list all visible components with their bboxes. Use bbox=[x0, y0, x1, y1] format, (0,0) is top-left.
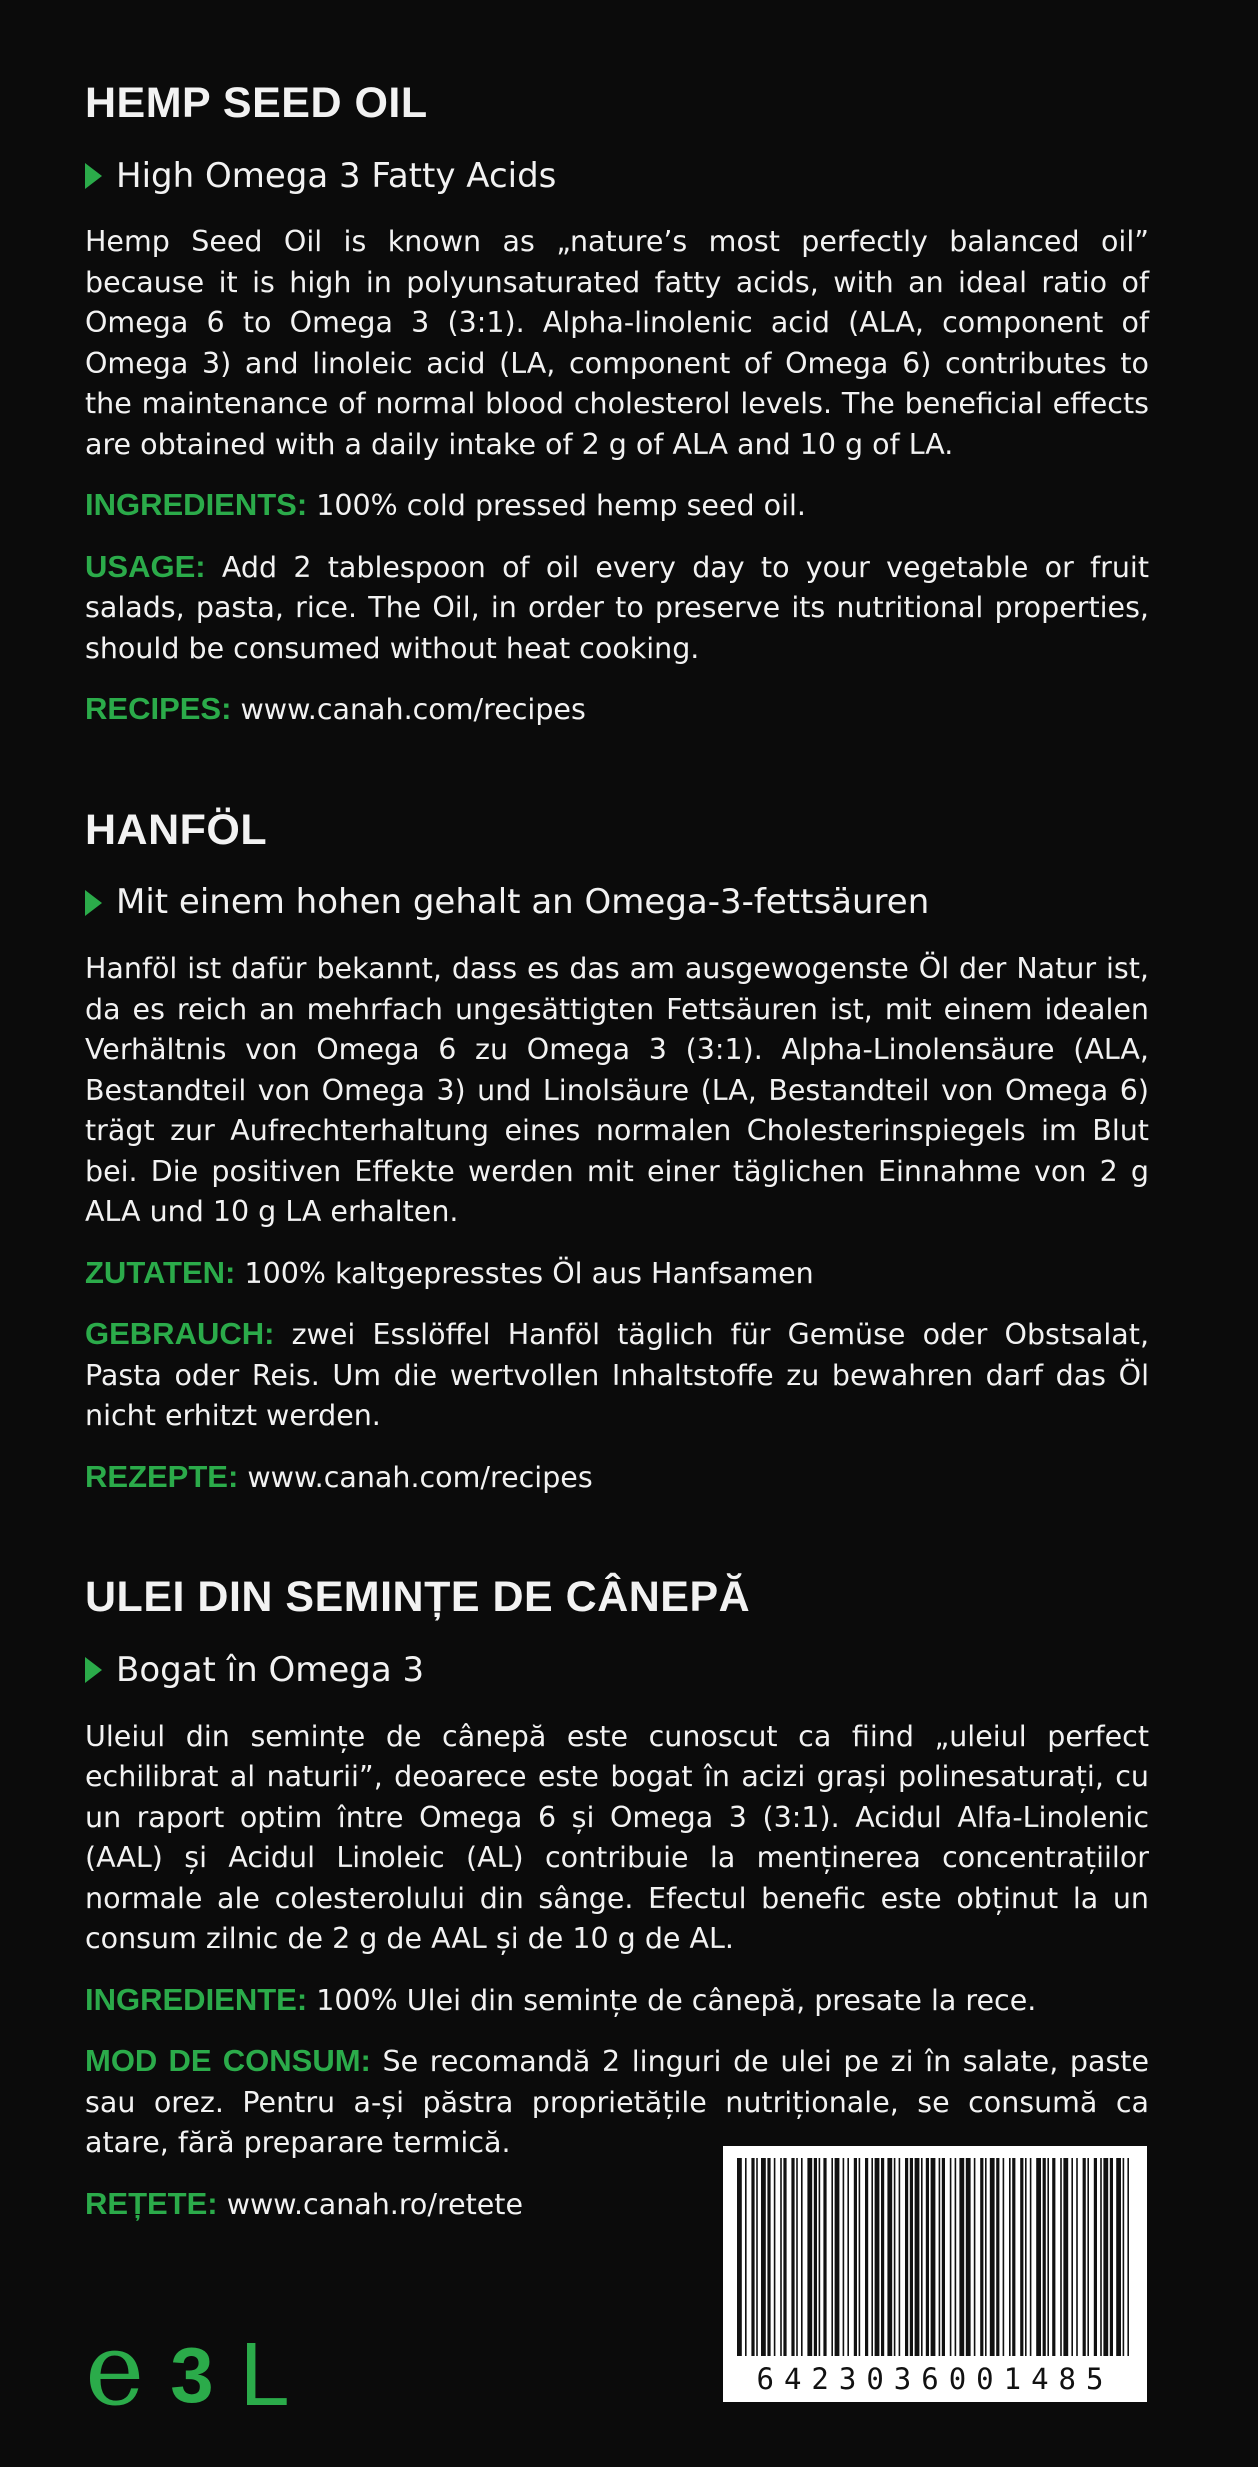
barcode-bar bbox=[807, 2158, 812, 2356]
barcode-bar bbox=[1123, 2158, 1125, 2356]
subtitle-text: High Omega 3 Fatty Acids bbox=[116, 155, 557, 196]
section-title: HANFÖL bbox=[85, 805, 268, 854]
barcode-bar bbox=[751, 2158, 754, 2356]
barcode-bar bbox=[1103, 2158, 1108, 2356]
triangle-bullet-icon bbox=[85, 890, 102, 916]
barcode-bar bbox=[823, 2158, 826, 2356]
barcode-bar bbox=[1100, 2158, 1102, 2356]
barcode-bar bbox=[871, 2158, 873, 2356]
barcode-bar bbox=[1030, 2158, 1032, 2356]
barcode-bar bbox=[847, 2158, 849, 2356]
section-german bbox=[85, 805, 1149, 1498]
barcode-bar bbox=[974, 2158, 976, 2356]
usage-text: Add 2 tablespoon of oil every day to your vegetable or fruit salads, pasta, rice. The Oil, in order to preserve its nutritional properties, should be consumed without heat cooking. bbox=[85, 550, 1150, 665]
section-title: HEMP SEED OIL bbox=[85, 79, 428, 127]
section-body: Uleiul din semințe de cânepă este cunoscut ca fiind „uleiul perfect echilibrat al naturii”, deoarece este bogat în acizi grași polinesaturați, cu un raport optim între Omega 6 și Omega 3 (3:1). Acidul Alfa-Linolenic (AAL) și Acidul Linoleic (AL) contribuie la menținerea concentrațiilor normale ale colesterolului din sânge. Efectul benefic este obținut la un consum zilnic de 2 g de AAL și de 10 g de AL. bbox=[85, 1719, 1149, 1956]
barcode-bar bbox=[1071, 2158, 1073, 2356]
barcode-bar bbox=[1127, 2158, 1129, 2356]
ingredients-text: 100% kaltgepresstes Öl aus Hanfsamen bbox=[244, 1256, 814, 1290]
label-content bbox=[85, 78, 1149, 2299]
barcode-bar bbox=[843, 2158, 845, 2356]
barcode-bar bbox=[761, 2158, 766, 2356]
barcode-bar bbox=[756, 2158, 758, 2356]
barcode-bar bbox=[887, 2158, 892, 2356]
section-subtitle bbox=[85, 156, 1149, 197]
triangle-bullet-icon bbox=[85, 163, 102, 189]
barcode-bar bbox=[1003, 2158, 1005, 2356]
volume-number: 3 bbox=[170, 2331, 214, 2419]
barcode-bar bbox=[796, 2158, 798, 2356]
recipes-link[interactable]: www.canah.com/recipes bbox=[240, 693, 586, 727]
ingredients-label: INGREDIENTE: bbox=[85, 1981, 308, 2017]
barcode-bar bbox=[865, 2158, 868, 2356]
barcode-bar bbox=[980, 2158, 983, 2356]
barcode-bar bbox=[835, 2158, 840, 2356]
triangle-bullet-icon bbox=[85, 1657, 102, 1683]
recipes-row bbox=[85, 689, 1149, 731]
recipes-row bbox=[85, 1457, 1149, 1499]
barcode bbox=[723, 2146, 1147, 2402]
section-romanian bbox=[85, 1572, 1149, 2225]
ingredients-label: INGREDIENTS: bbox=[85, 487, 308, 523]
ingredients-row bbox=[85, 1253, 1149, 1295]
recipes-label: RECIPES: bbox=[85, 691, 232, 727]
barcode-bar bbox=[801, 2158, 803, 2356]
barcode-bar bbox=[875, 2158, 880, 2356]
barcode-bar bbox=[942, 2158, 945, 2356]
estimated-sign-icon: e bbox=[85, 2311, 145, 2428]
barcode-bar bbox=[881, 2158, 884, 2356]
barcode-bar bbox=[921, 2158, 923, 2356]
barcode-bar bbox=[819, 2158, 821, 2356]
ingredients-row bbox=[85, 485, 1149, 527]
barcode-bar bbox=[1063, 2158, 1068, 2356]
barcode-bar bbox=[780, 2158, 782, 2356]
barcode-bar bbox=[1020, 2158, 1023, 2356]
barcode-bar bbox=[1052, 2158, 1055, 2356]
section-subtitle bbox=[85, 882, 1149, 923]
barcode-bar bbox=[926, 2158, 929, 2356]
barcode-bar bbox=[1047, 2158, 1049, 2356]
barcode-bar bbox=[966, 2158, 971, 2356]
barcode-bar bbox=[745, 2158, 747, 2356]
usage-text: Se recomandă 2 linguri de ulei pe zi în salate, paste sau orez. Pentru a-și păstra proprietățile nutriționale, se consumă ca atare, fără preparare termică. bbox=[85, 2045, 1149, 2160]
barcode-bar bbox=[783, 2158, 786, 2356]
section-subtitle bbox=[85, 1650, 1149, 1691]
barcode-bar bbox=[950, 2158, 952, 2356]
barcode-bar bbox=[1043, 2158, 1046, 2356]
usage-label: MOD DE CONSUM: bbox=[85, 2043, 371, 2079]
ingredients-row bbox=[85, 1980, 1149, 2022]
section-body: Hemp Seed Oil is known as „nature’s most perfectly balanced oil” because it is high in polyunsaturated fatty acids, with an ideal ratio of Omega 6 to Omega 3 (3:1). Alpha-linolenic acid (ALA, component of Omega 3) and linoleic acid (LA, component of Omega 6) contributes to the maintenance of normal blood cholesterol levels. The beneficial effects are obtained with a daily intake of 2 g of ALA and 10 g of LA. bbox=[85, 225, 1149, 461]
barcode-bar bbox=[859, 2158, 861, 2356]
barcode-bar bbox=[1110, 2158, 1113, 2356]
usage-label: GEBRAUCH: bbox=[85, 1316, 275, 1352]
barcode-bar bbox=[774, 2158, 776, 2356]
section-body: Hanföl ist dafür bekannt, dass es das am ausgewogenste Öl der Natur ist, da es reich an mehrfach ungesättigten Fettsäuren ist, mit einem idealen Verhältnis von Omega 6 zu Omega 3 (3:1). Alpha-Linolensäure (ALA, Bestandteil von Omega 3) und Linolsäure (LA, Bestandteil von Omega 6) trägt zur Aufrechterhaltung eines normalen Cholesterinspiegels im Blut bei. Die positiven Effekte werden mit einer täglichen Einnahme von 2 g ALA und 10 g LA erhalten. bbox=[85, 952, 1149, 1229]
section-english bbox=[85, 78, 1149, 731]
barcode-bar bbox=[854, 2158, 857, 2356]
barcode-bar bbox=[737, 2158, 742, 2356]
barcode-bar bbox=[1116, 2158, 1121, 2356]
barcode-bar bbox=[915, 2158, 920, 2356]
barcode-number: 6423036001485 bbox=[756, 2362, 1114, 2396]
barcode-bar bbox=[1087, 2158, 1089, 2356]
barcode-bar bbox=[1083, 2158, 1086, 2356]
usage-text: zwei Esslöffel Hanföl täglich für Gemüse oder Obstsalat, Pasta oder Reis. Um die wertvollen Inhaltstoffe zu bewahren darf das Öl nicht erhitzt werden. bbox=[85, 1318, 1150, 1433]
barcode-bar bbox=[905, 2158, 908, 2356]
barcode-bar bbox=[996, 2158, 999, 2356]
barcode-bar bbox=[1025, 2158, 1027, 2356]
barcode-bar bbox=[931, 2158, 936, 2356]
usage-row bbox=[85, 1314, 1149, 1437]
barcode-bar bbox=[1076, 2158, 1078, 2356]
barcode-bar bbox=[910, 2158, 913, 2356]
barcode-bar bbox=[955, 2158, 957, 2356]
volume-unit: L bbox=[239, 2325, 290, 2425]
usage-label: USAGE: bbox=[85, 548, 206, 584]
usage-row bbox=[85, 547, 1149, 670]
barcode-bar bbox=[791, 2158, 794, 2356]
recipes-label: REZEPTE: bbox=[85, 1458, 239, 1494]
barcode-bar bbox=[939, 2158, 941, 2356]
ingredients-text: 100% cold pressed hemp seed oil. bbox=[316, 489, 806, 523]
ingredients-label: ZUTATEN: bbox=[85, 1254, 236, 1290]
ingredients-text: 100% Ulei din semințe de cânepă, presate la rece. bbox=[316, 1983, 1037, 2017]
barcode-bar bbox=[899, 2158, 901, 2356]
barcode-bar bbox=[990, 2158, 995, 2356]
subtitle-text: Bogat în Omega 3 bbox=[116, 1649, 425, 1690]
barcode-bar bbox=[1012, 2158, 1015, 2356]
barcode-bar bbox=[831, 2158, 833, 2356]
recipes-label: REȚETE: bbox=[85, 2185, 218, 2221]
barcode-bar bbox=[959, 2158, 964, 2356]
barcode-bar bbox=[1094, 2158, 1097, 2356]
barcode-bar bbox=[767, 2158, 770, 2356]
barcode-bar bbox=[1060, 2158, 1062, 2356]
recipes-link[interactable]: www.canah.ro/retete bbox=[226, 2187, 524, 2221]
barcode-bar bbox=[894, 2158, 896, 2356]
package-marks bbox=[85, 2311, 290, 2428]
barcode-bar bbox=[985, 2158, 987, 2356]
barcode-bar bbox=[1036, 2158, 1041, 2356]
subtitle-text: Mit einem hohen gehalt an Omega-3-fettsäuren bbox=[116, 882, 930, 923]
barcode-bar bbox=[814, 2158, 817, 2356]
barcode-bar bbox=[1009, 2158, 1011, 2356]
section-title: ULEI DIN SEMINȚE DE CÂNEPĂ bbox=[85, 1573, 751, 1622]
recipes-link[interactable]: www.canah.com/recipes bbox=[247, 1460, 593, 1494]
